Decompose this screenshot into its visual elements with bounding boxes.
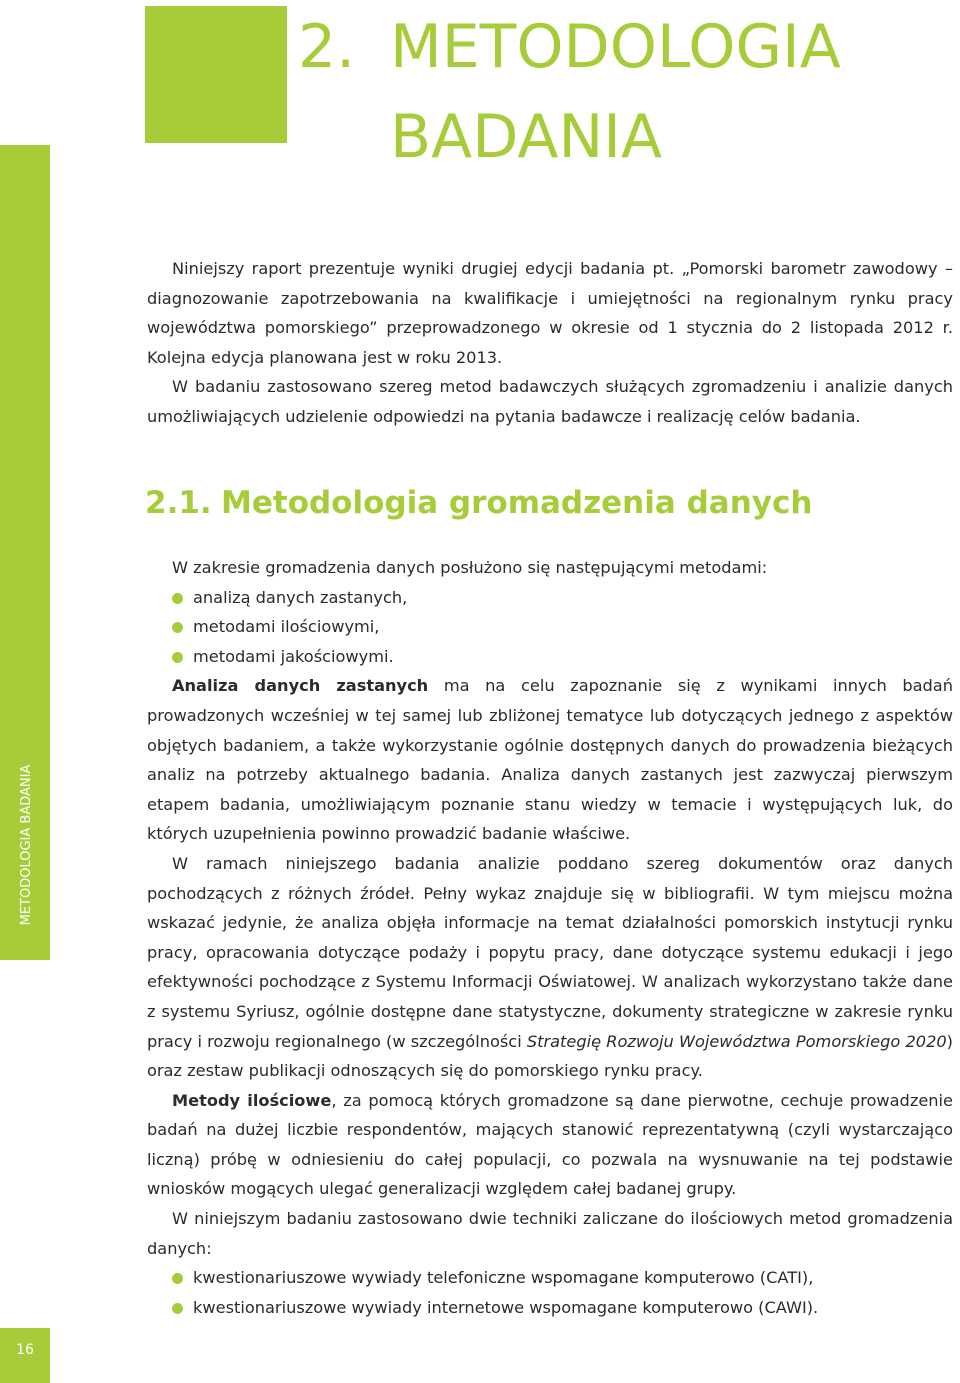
intro-paragraph-1: Niniejszy raport prezentuje wyniki drugiej edycji badania pt. „Pomorski barometr zawodowy – diagnozowanie zapotrzebowania na kwalifikacje i umiejętności na regionalnym rynku pracy województwa pomorskiego” przeprowadzonego w okresie od 1 stycznia do 2 listopada 2012 r. Kolejna edycja planowana jest w roku 2013. [147,259,953,367]
chapter-title-line1: METODOLOGIA [390,12,841,82]
intro-text [147,254,953,432]
list-item [147,583,953,613]
section-body [147,553,953,1322]
section-title [145,478,812,528]
chapter-title-line2: BADANIA [390,102,663,172]
list-item-text: metodami ilościowymi, [193,617,380,637]
section-number: 2.1. [145,485,212,521]
quantitative-term: Metody ilościowe [172,1090,332,1110]
techniques-list [147,1263,953,1322]
list-item [147,1263,953,1293]
side-label-container [12,760,42,930]
list-item-text: analizą danych zastanych, [193,587,408,607]
documents-text-1: W ramach niniejszego badania analizie poddano szereg dokumentów oraz danych pochodzących z różnych źródeł. Pełny wykaz znajduje się w bibliografii. W tym miejscu można wskazać jedynie, że analiza objęła informacje na temat działalności pomorskich instytucji rynku pracy, opracowania dotyczące podaży i popytu pracy, dane dotyczące systemu edukacji i jego efektywności pochodzące z Systemu Informacji Oświatowej. W analizach wykorzystano także dane z systemu Syriusz, ogólnie dostępne dane statystyczne, dokumenty strategiczne w zakresie rynku pracy i rozwoju regionalnego (w szczególności [147,853,953,1051]
decorative-green-square [145,6,287,143]
list-item [147,642,953,672]
chapter-number: 2. [298,12,356,82]
analysis-term: Analiza danych zastanych [172,676,429,696]
strategy-title: Strategię Rozwoju Województwa Pomorskiego 2020 [526,1031,947,1051]
side-section-label: METODOLOGIA BADANIA [19,764,34,926]
bullet-icon [172,593,183,604]
section-title-text: Metodologia gromadzenia danych [221,485,813,521]
list-item [147,1293,953,1323]
bullet-icon [172,652,183,663]
documents-text-2: ) oraz zestaw publikacji odnoszących się do pomorskiego rynku pracy. [147,1031,953,1081]
quantitative-text: , za pomocą których gromadzone są dane pierwotne, cechuje prowadzenie badań na dużej liczbie respondentów, mających stanowić reprezentatywną (czyli wystarczająco liczną) próbę w odniesieniu do całej populacji, co pozwala na wysnuwanie na tej podstawie wniosków mogących ulegać generalizacji względem całej badanej grupy. [147,1090,953,1199]
techniques-lead: W niniejszym badaniu zastosowano dwie techniki zaliczane do ilościowych metod gromadzenia danych: [147,1209,953,1258]
bullet-icon [172,1273,183,1284]
list-item-text: metodami jakościowymi. [193,646,394,666]
bullet-icon [172,1303,183,1314]
list-item-text: kwestionariuszowe wywiady telefoniczne wspomagane komputerowo (CATI), [193,1268,814,1288]
list-item-text: kwestionariuszowe wywiady internetowe wspomagane komputerowo (CAWI). [193,1297,819,1317]
documents-paragraph [147,849,953,1086]
page-number: 16 [16,1342,34,1358]
quantitative-paragraph [147,1086,953,1204]
methods-list [147,583,953,672]
analysis-text: ma na celu zapoznanie się z wynikami innych badań prowadzonych wcześniej w tej samej lub zbliżonej tematyce lub dotyczących jednego z aspektów objętych badaniem, a także wykorzystanie ogólnie dostępnych danych do prowadzenia bieżących analiz na potrzeby aktualnego badania. Analiza danych zastanych jest zazwyczaj pierwszym etapem badania, umożliwiającym poznanie stanu wiedzy w temacie i występujących luk, do których uzupełnienia powinno prowadzić badanie właściwe. [147,676,953,844]
analysis-paragraph [147,671,953,849]
chapter-title [298,2,841,182]
bullet-icon [172,622,183,633]
methods-lead: W zakresie gromadzenia danych posłużono się następującymi metodami: [172,558,768,577]
intro-paragraph-2: W badaniu zastosowano szereg metod badawczych służących zgromadzeniu i analizie danych umożliwiających udzielenie odpowiedzi na pytania badawcze i realizację celów badania. [147,377,953,426]
list-item [147,612,953,642]
